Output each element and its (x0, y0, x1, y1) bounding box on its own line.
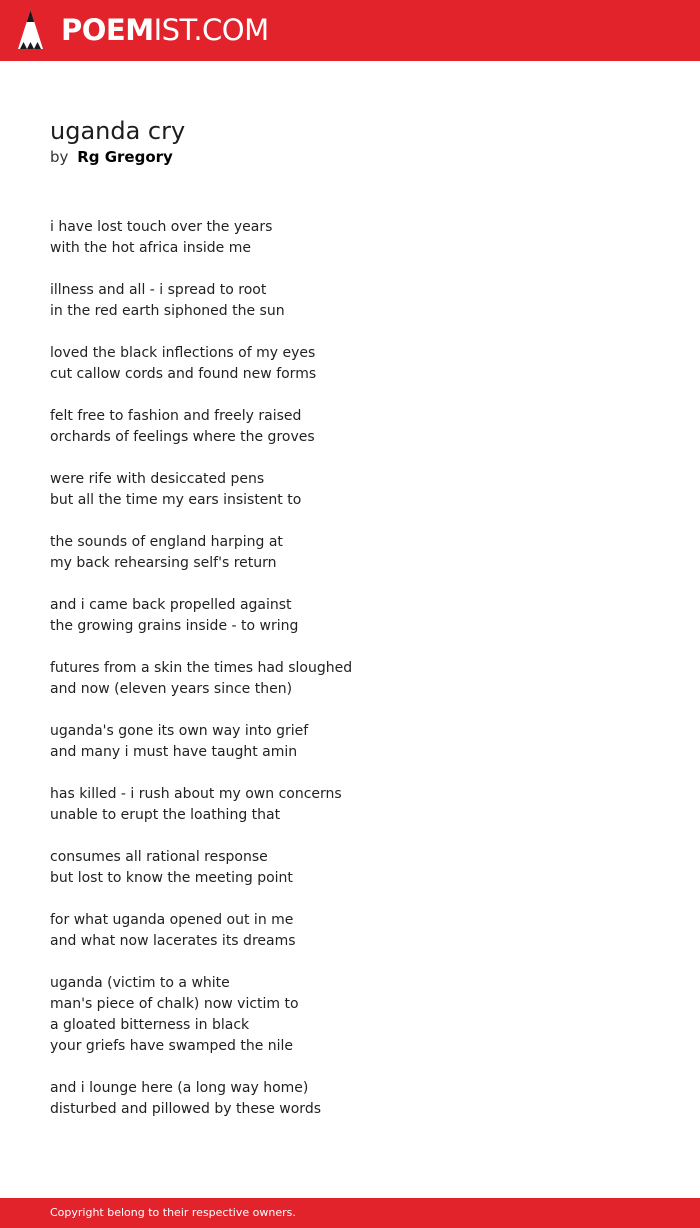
poem-line: but all the time my ears insistent to (50, 492, 302, 508)
poem-stanza (50, 469, 650, 511)
poem-line: uganda's gone its own way into grief (50, 723, 309, 739)
poem-line: and many i must have taught amin (50, 744, 298, 760)
poem-line: consumes all rational response (50, 849, 268, 865)
poem-line: your griefs have swamped the nile (50, 1038, 294, 1054)
poem-stanza (50, 721, 650, 763)
copyright-text: Copyright belong to their respective owners. (50, 1206, 296, 1219)
poem-stanza (50, 784, 650, 826)
poem-line: felt free to fashion and freely raised (50, 408, 302, 424)
poem-content (50, 114, 650, 1141)
site-logo[interactable] (17, 9, 269, 51)
poem-line: were rife with desiccated pens (50, 471, 265, 487)
site-footer (0, 1198, 700, 1228)
poem-line: futures from a skin the times had sloughed (50, 660, 353, 676)
poem-stanza (50, 406, 650, 448)
poem-line: cut callow cords and found new forms (50, 366, 317, 382)
poem-stanza (50, 595, 650, 637)
logo-text-bold: POEM (61, 13, 154, 47)
logo-text-light: IST.COM (153, 13, 269, 47)
poem-line: orchards of feelings where the groves (50, 429, 315, 445)
poem-line: the sounds of england harping at (50, 534, 283, 550)
poem-stanza (50, 847, 650, 889)
poem-stanza (50, 532, 650, 574)
poem-line: my back rehearsing self's return (50, 555, 277, 571)
poem-line: and now (eleven years since then) (50, 681, 293, 697)
poem-line: and i came back propelled against (50, 597, 292, 613)
poem-line: i have lost touch over the years (50, 219, 273, 235)
poem-stanza (50, 343, 650, 385)
poem-line: man's piece of chalk) now victim to (50, 996, 299, 1012)
poem-body (50, 217, 650, 1120)
poem-line: a gloated bitterness in black (50, 1017, 250, 1033)
poem-stanza (50, 280, 650, 322)
author-link[interactable]: Rg Gregory (77, 148, 173, 166)
poem-line: unable to erupt the loathing that (50, 807, 281, 823)
poem-line: and what now lacerates its dreams (50, 933, 296, 949)
poem-title: uganda cry (50, 117, 186, 145)
poem-stanza (50, 910, 650, 952)
poem-line: but lost to know the meeting point (50, 870, 293, 886)
poem-stanza (50, 973, 650, 1057)
poem-line: has killed - i rush about my own concerns (50, 786, 342, 802)
poem-line: the growing grains inside - to wring (50, 618, 299, 634)
poem-line: in the red earth siphoned the sun (50, 303, 285, 319)
pencil-logo-icon (17, 9, 44, 51)
by-label: by (50, 148, 69, 166)
poem-stanza (50, 1078, 650, 1120)
poem-line: illness and all - i spread to root (50, 282, 267, 298)
poem-line: and i lounge here (a long way home) (50, 1080, 309, 1096)
site-header (0, 0, 700, 61)
poem-line: uganda (victim to a white (50, 975, 230, 991)
byline (50, 146, 650, 168)
poem-stanza (50, 658, 650, 700)
poem-line: disturbed and pillowed by these words (50, 1101, 321, 1117)
poem-line: loved the black inflections of my eyes (50, 345, 316, 361)
site-logo-text (61, 9, 269, 51)
poem-stanza (50, 217, 650, 259)
poem-line: with the hot africa inside me (50, 240, 251, 256)
poem-line: for what uganda opened out in me (50, 912, 294, 928)
